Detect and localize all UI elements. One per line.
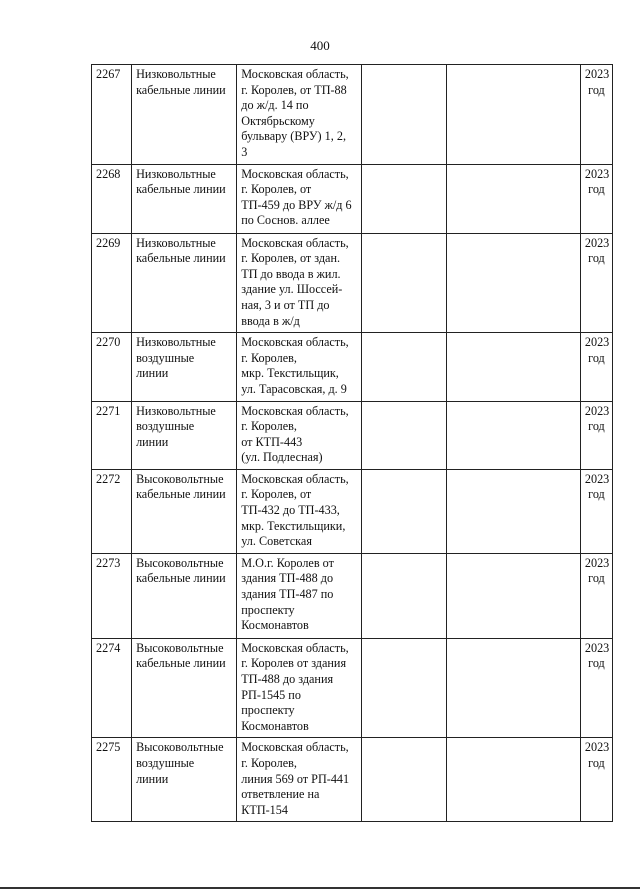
line-type: Низковольтные кабельные линии: [132, 233, 237, 333]
line-address: Московская область, г. Королев от здания ТП-488 до здания РП-1545 по проспекту Космонавтов: [237, 638, 362, 738]
year-cell: 2023 год: [580, 333, 612, 401]
empty-cell: [362, 233, 446, 333]
line-type: Низковольтные воздушные линии: [132, 333, 237, 401]
row-number: 2270: [92, 333, 132, 401]
empty-cell: [446, 738, 580, 822]
page-number: 400: [310, 38, 330, 53]
row-number: 2267: [92, 65, 132, 165]
table-row: [92, 469, 613, 553]
year-cell: 2023 год: [580, 65, 612, 165]
line-address: Московская область, г. Королев, от ТП-459 до ВРУ ж/д 6 по Соснов. аллее: [237, 164, 362, 233]
row-number: 2272: [92, 469, 132, 553]
year-cell: 2023 год: [580, 469, 612, 553]
line-address: Московская область, г. Королев, линия 569 от РП-441 ответвление на КТП-154: [237, 738, 362, 822]
empty-cell: [446, 469, 580, 553]
line-type: Низковольтные воздушные линии: [132, 401, 237, 469]
line-address: Московская область, г. Королев, от ТП-432 до ТП-433, мкр. Текстильщики, ул. Советская: [237, 469, 362, 553]
line-address: Московская область, г. Королев, от ТП-88 до ж/д. 14 по Октябрьскому бульвару (ВРУ) 1, 2, 3: [237, 65, 362, 165]
registry-table: [91, 64, 613, 822]
empty-cell: [446, 333, 580, 401]
empty-cell: [362, 638, 446, 738]
table-row: [92, 553, 613, 638]
empty-cell: [446, 65, 580, 165]
year-cell: 2023 год: [580, 164, 612, 233]
year-cell: 2023 год: [580, 738, 612, 822]
empty-cell: [446, 401, 580, 469]
table-row: [92, 401, 613, 469]
line-type: Высоковольтные кабельные линии: [132, 553, 237, 638]
line-address: Московская область, г. Королев, от здан. ТП до ввода в жил. здание ул. Шоссей- ная, 3 и от ТП до ввода в ж/д: [237, 233, 362, 333]
table-row: [92, 738, 613, 822]
row-number: 2275: [92, 738, 132, 822]
line-address: М.О.г. Королев от здания ТП-488 до здания ТП-487 по проспекту Космонавтов: [237, 553, 362, 638]
empty-cell: [362, 401, 446, 469]
table-row: [92, 638, 613, 738]
empty-cell: [362, 738, 446, 822]
empty-cell: [362, 164, 446, 233]
line-type: Низковольтные кабельные линии: [132, 65, 237, 165]
year-cell: 2023 год: [580, 233, 612, 333]
empty-cell: [362, 469, 446, 553]
empty-cell: [446, 638, 580, 738]
empty-cell: [362, 65, 446, 165]
table-row: [92, 65, 613, 165]
empty-cell: [446, 164, 580, 233]
empty-cell: [446, 553, 580, 638]
row-number: 2268: [92, 164, 132, 233]
line-address: Московская область, г. Королев, от КТП-443 (ул. Подлесная): [237, 401, 362, 469]
row-number: 2273: [92, 553, 132, 638]
year-cell: 2023 год: [580, 638, 612, 738]
year-cell: 2023 год: [580, 401, 612, 469]
row-number: 2269: [92, 233, 132, 333]
row-number: 2271: [92, 401, 132, 469]
table-row: [92, 164, 613, 233]
line-type: Высоковольтные воздушные линии: [132, 738, 237, 822]
table-row: [92, 233, 613, 333]
empty-cell: [362, 333, 446, 401]
table-row: [92, 333, 613, 401]
row-number: 2274: [92, 638, 132, 738]
line-type: Высоковольтные кабельные линии: [132, 469, 237, 553]
empty-cell: [362, 553, 446, 638]
line-type: Высоковольтные кабельные линии: [132, 638, 237, 738]
year-cell: 2023 год: [580, 553, 612, 638]
line-address: Московская область, г. Королев, мкр. Текстильщик, ул. Тарасовская, д. 9: [237, 333, 362, 401]
line-type: Низковольтные кабельные линии: [132, 164, 237, 233]
scan-edge-line: [0, 887, 640, 889]
empty-cell: [446, 233, 580, 333]
